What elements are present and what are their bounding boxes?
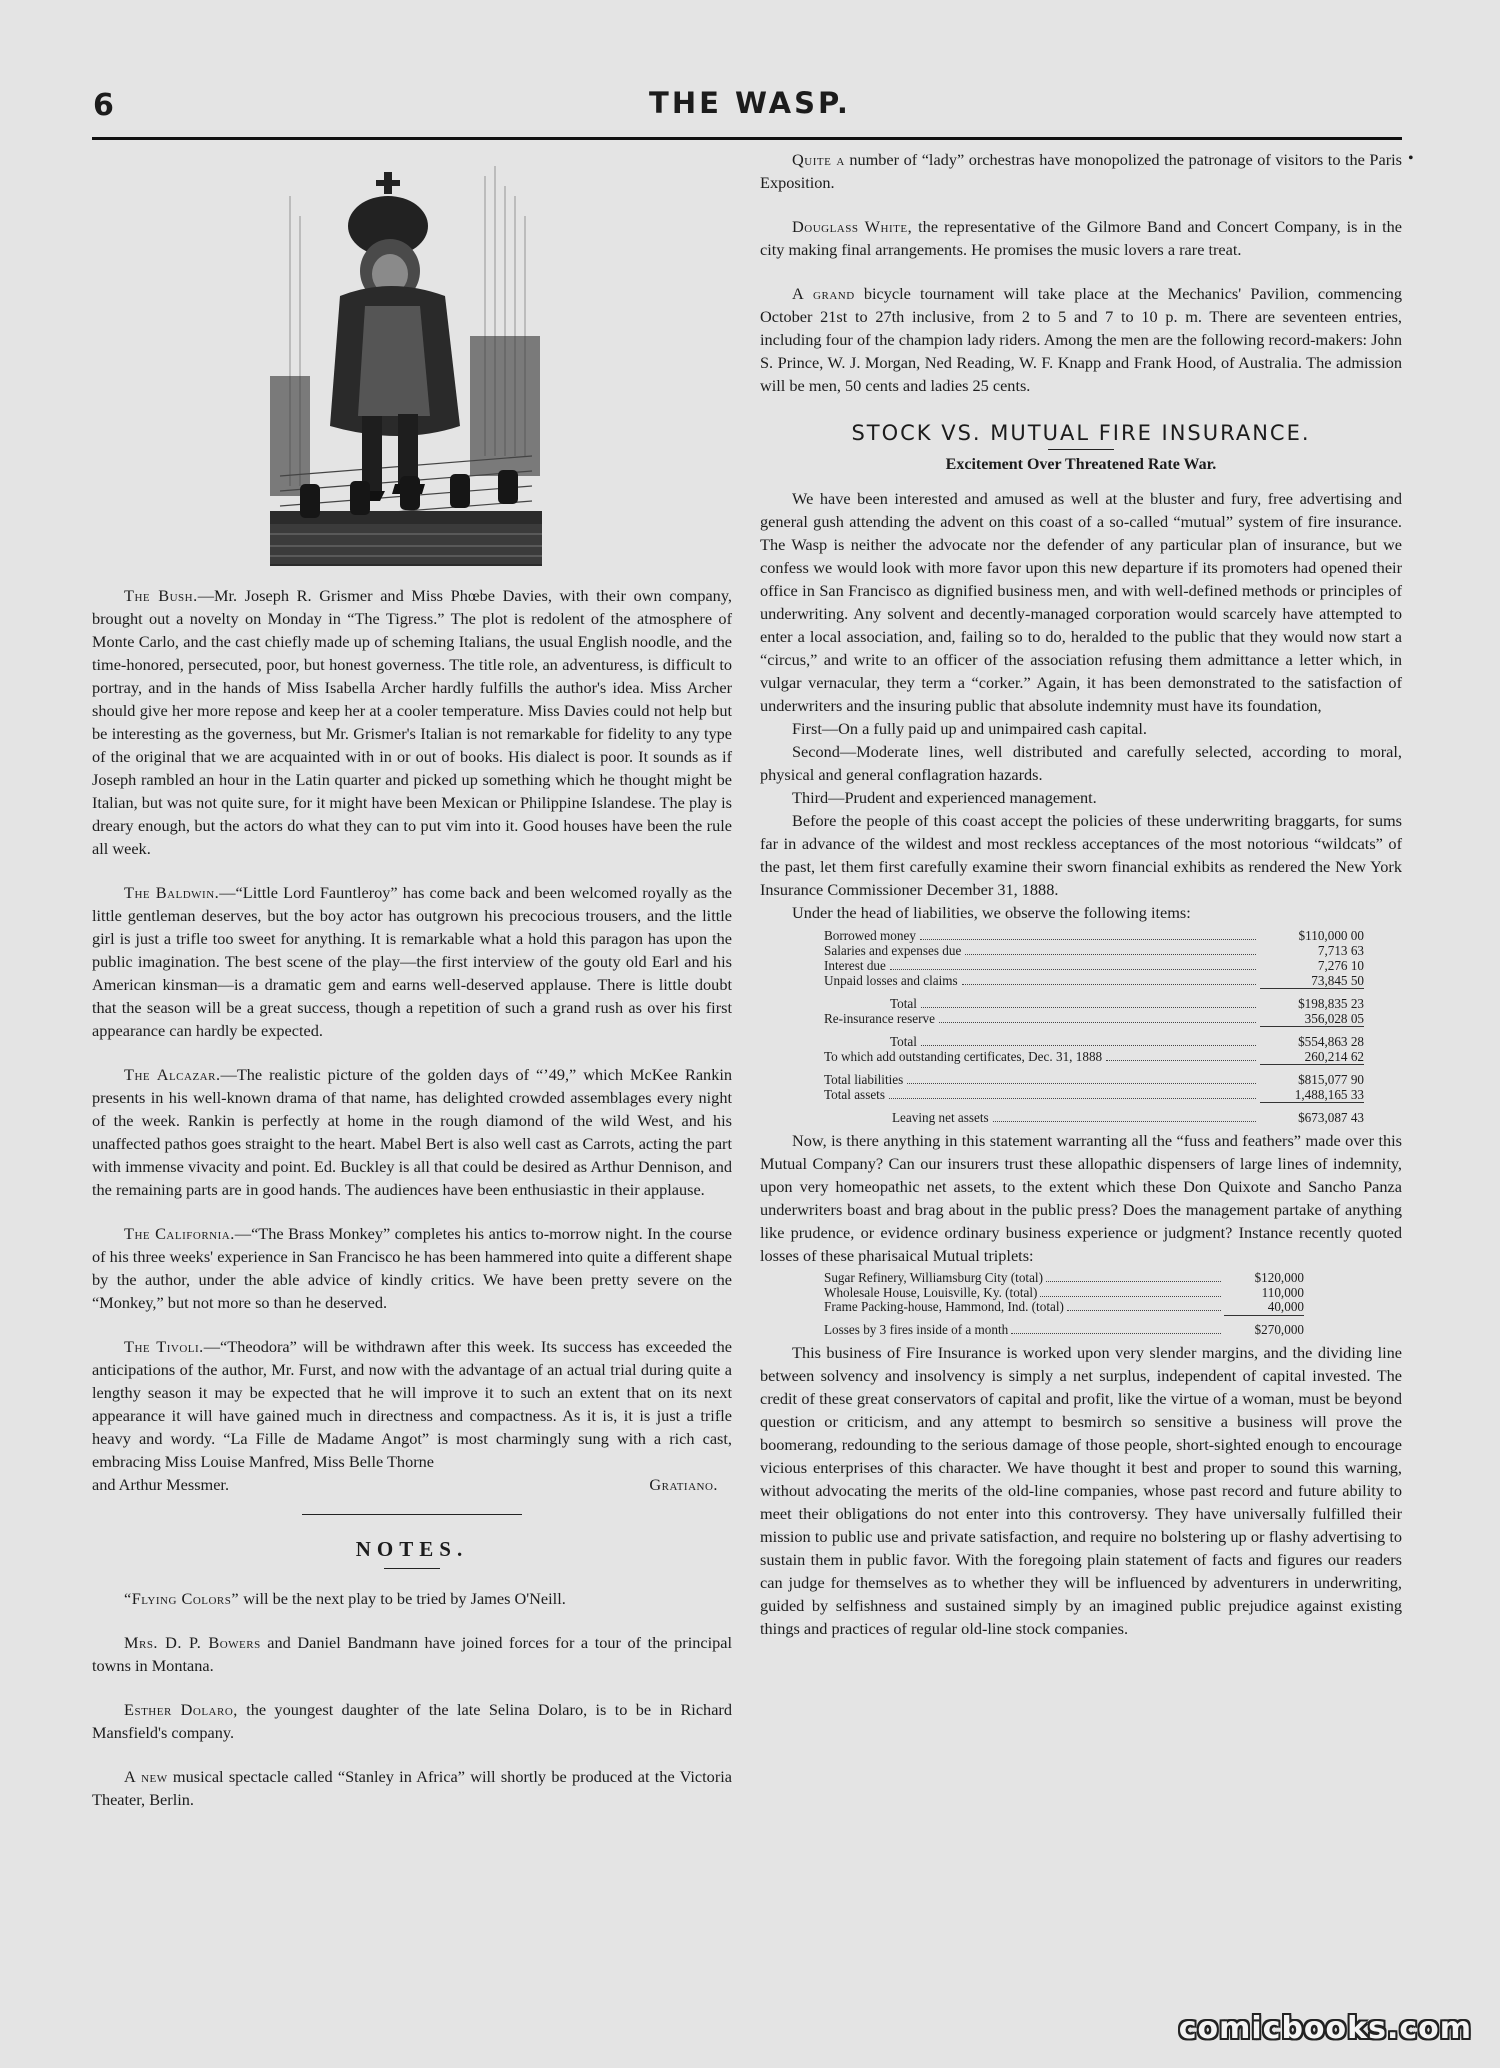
table-row: Sugar Refinery, Williamsburg City (total) $120,000 — [824, 1270, 1304, 1285]
table-row: Total assets 1,488,165 33 — [824, 1087, 1364, 1102]
review-alcazar: The Alcazar.—The realistic picture of the golden days of “’49,” which McKee Rankin presents in his well-known drama of that name, has delighted crowded assemblages every night of the week. Rankin is perfectly at home in the rough diamond of the wild West, and his unaffected pathos goes straight to the heart. Mabel Bert is also well cast as Carrots, acting the part with immense vivacity and point. Ed. Buckley is all that could be desired as Arthur Dennison, and the remaining parts are in good hands. The audiences have been enthusiastic in their applause. — [92, 1065, 733, 1199]
review-baldwin: The Baldwin.—“Little Lord Fauntleroy” has come back and been welcomed royally as the little gentleman deserves, but the boy actor has outgrown his precocious trousers, and the little girl is just a trifle too sweet for anything. It is remarkable what a hold this paragon has upon the public imagination. The best scene of the play—the first interview of the gouty old Earl and his American kinsman—is a dramatic gem and earns well-deserved applause. There is little doubt that the season will be a great success, though a repetition of such a grand rush as over his first appearance can hardly be expected. — [92, 883, 732, 1040]
article-paragraph: We have been interested and amused as well at the bluster and fury, free advertising and general gush attending the advent on this coast of a so-called “mutual” system of fire insurance. The Wasp is neither the advocate nor the defender of any particular plan of insurance, but we confess we would look with more favor upon this new departure if its promoters had opened their office in San Francisco as dignified business men, and with well-defined methods or principles of underwriting. Any solvent and decently-managed corporation would scarcely have attempted to enter a local association, and, failing so to do, heralded to the public that they would now start a “circus,” and write to an officer of the association refusing them admittance a letter which, in vulgar vernacular, they term a “corker.” Again, it has been demonstrated to the satisfaction of underwriters and the insuring public that absolute indemnity must have its foundation, — [760, 489, 1402, 715]
note-orchestras: Quite a number of “lady” orchestras have monopolized the patronage of visitors to the Paris Exposition. — [760, 150, 1402, 192]
article-paragraph: Under the head of liabilities, we observe the following items: — [792, 903, 1191, 922]
table-row-total: Total $554,863 28 — [890, 1034, 1364, 1049]
article-paragraph: Second—Moderate lines, well distributed and carefully selected, according to moral, physical and general conflagration hazards. — [760, 742, 1402, 784]
section-divider — [302, 1514, 522, 1515]
page-number: 6 — [93, 88, 114, 123]
table-row-total: Total $198,835 23 — [890, 996, 1364, 1011]
article-paragraph: Before the people of this coast accept the policies of these underwriting braggarts, for sums far in advance of the wildest and most reckless acceptances of the most notorious “wildcats” of the past, let them first carefully examine their sworn financial exhibits as rendered the New York Insurance Commissioner December 31, 1888. — [760, 811, 1402, 899]
table-row: Salaries and expenses due 7,713 63 — [824, 943, 1364, 958]
note-flying-colors: “Flying Colors” will be the next play to be tried by James O'Neill. — [124, 1589, 566, 1608]
note-stanley: A new musical spectacle called “Stanley in Africa” will shortly be produced at the Victoria Theater, Berlin. — [92, 1767, 732, 1809]
table-row: Frame Packing-house, Hammond, Ind. (total) 40,000 — [824, 1299, 1304, 1314]
table-row: Borrowed money $110,000 00 — [824, 928, 1364, 943]
review-tivoli: The Tivoli.—“Theodora” will be withdrawn after this week. Its success has exceeded the anticipations of the author, Mr. Furst, and now with the advantage of an actual trial during quite a lengthy season it may be expected that he will improve it to such an extent that on its next appearance it will have gained much in directness and compactness. As it is, it is just a trifle heavy and wordy. “La Fille de Madame Angot” is most charmingly sung with a rich cast, embracing Miss Louise Manfred, Miss Belle Thorne — [92, 1337, 732, 1471]
review-signature-line — [92, 1473, 732, 1496]
table-row: Re-insurance reserve 356,028 05 — [824, 1011, 1364, 1026]
table-row-total: Losses by 3 fires inside of a month $270,000 — [824, 1321, 1304, 1337]
review-last-line: and Arthur Messmer. — [92, 1475, 230, 1494]
woodcut-illustration — [270, 156, 542, 566]
table-row: Unpaid losses and claims 73,845 50 — [824, 973, 1364, 988]
review-bush: The Bush.—Mr. Joseph R. Grismer and Miss Phœbe Davies, with their own company, brought out a novelty on Monday in “The Tigress.” The plot is redolent of the atmosphere of Monte Carlo, and the cast chiefly made up of scheming Italians, the usual English noodle, and the time-honored, persecuted, poor, but honest governess. The title role, an adventuress, is difficult to portray, and in the hands of Miss Isabella Archer hardly fulfills the author's idea. Miss Archer should give her more repose and keep her at a cooler temperature. Miss Davies could not help but be interesting as the governess, but Mr. Grismer's Italian is not remarkable for fidelity to any type of the original that we are acquainted with in or out of books. His dialect is poor. It sounds as if Joseph rambled an hour in the Latin quarter and picked up something which he thought might be Italian, but was not quite sure, for it might have been Mexican or Philippine Islandese. The play is dreary enough, but the actors do what they can to put vim into it. Good houses have been the rule all week. — [92, 586, 732, 858]
table-row: Wholesale House, Louisville, Ky. (total) 110,000 — [824, 1284, 1304, 1300]
table-row: Interest due 7,276 10 — [824, 958, 1364, 973]
article-paragraph: First—On a fully paid up and unimpaired cash capital. — [792, 719, 1147, 738]
liabilities-table — [824, 928, 1364, 1125]
article-paragraph: Third—Prudent and experienced management. — [792, 788, 1097, 807]
note-bowers: Mrs. D. P. Bowers and Daniel Bandmann have joined forces for a tour of the principal towns in Montana. — [92, 1633, 732, 1675]
article-subhead: Excitement Over Threatened Rate War. — [945, 456, 1217, 473]
losses-table — [824, 1271, 1304, 1337]
site-watermark: comicbooks.com — [1178, 2011, 1472, 2046]
author-signature: Gratiano. — [649, 1475, 718, 1494]
note-douglass-white: Douglass White, the representative of the Gilmore Band and Concert Company, is in the city making final arrangements. He promises the music lovers a rare treat. — [760, 217, 1403, 259]
article-paragraph: Now, is there anything in this statement warranting all the “fuss and feathers” made over this Mutual Company? Can our insurers trust these allopathic dispensers of large lines of indemnity, upon very homeopathic net assets, to the extent which these Don Quixote and Sancho Panza underwriters boast and brag about in the public press? Does the management partake of anything like prudence, or evidence ordinary business experience or judgment? Instance recently quoted losses of these pharisaical Mutual triplets: — [760, 1131, 1402, 1265]
note-bicycle: A grand bicycle tournament will take place at the Mechanics' Pavilion, commencing October 21st to 27th inclusive, from 2 to 5 and 7 to 10 p. m. There are seventeen entries, including four of the champion lady riders. Among the men are the following record-makers: John S. Prince, W. J. Morgan, Ned Reading, W. F. Knapp and Frank Hood, of Australia. The admission will be men, 50 cents and ladies 25 cents. — [760, 284, 1403, 395]
review-california: The California.—“The Brass Monkey” completes his antics to-morrow night. In the course of his three weeks' experience in San Francisco he has been hammered into quite a different shape by the author, under the able advice of kindly critics. We have been pretty severe on the “Monkey,” but not more so than he deserved. — [92, 1224, 732, 1312]
note-dolaro: Esther Dolaro, the youngest daughter of the late Selina Dolaro, is to be in Richard Mansfield's company. — [92, 1700, 732, 1742]
article-paragraph: This business of Fire Insurance is worked upon very slender margins, and the dividing line between solvency and insolvency is simply a net surplus, independent of capital invested. The credit of these great conservators of capital and profit, like the virtue of a woman, must be beyond question or criticism, and any attempt to besmirch so sensitive a business will prove the boomerang, redounding to the serious damage of those people, short-sighted enough to encourage vicious enterprises of this character. We have thought it best and proper to sound this warning, without advocating the merits of the old-line companies, whose past record and future ability to meet their obligations do not enter into this controversy. They have universally fulfilled their mission to public use and private satisfaction, and require no bolstering up or flashy advertising to sustain them in public favor. With the foregoing plain statement of facts and figures our readers can judge for themselves as to whether they will be influenced by adventurers in underwriting, guided by selfishness and sustained simply by an imagined public prejudice against existing things and practices of regular old-line stock companies. — [760, 1343, 1402, 1638]
table-row: To which add outstanding certificates, Dec. 31, 1888 260,214 62 — [824, 1049, 1364, 1064]
left-column — [92, 148, 732, 1811]
margin-mark: • — [1408, 150, 1414, 167]
article-headline: STOCK VS. MUTUAL FIRE INSURANCE. — [851, 421, 1311, 445]
table-row: Total liabilities $815,077 90 — [824, 1072, 1364, 1087]
header-rule — [92, 137, 1402, 140]
table-row-net: Leaving net assets $673,087 43 — [892, 1110, 1364, 1125]
right-column — [760, 148, 1402, 1640]
headline-rule — [1048, 449, 1114, 450]
notes-rule — [384, 1568, 440, 1569]
masthead: THE WASP. — [649, 86, 851, 120]
notes-heading: NOTES. — [355, 1537, 469, 1561]
